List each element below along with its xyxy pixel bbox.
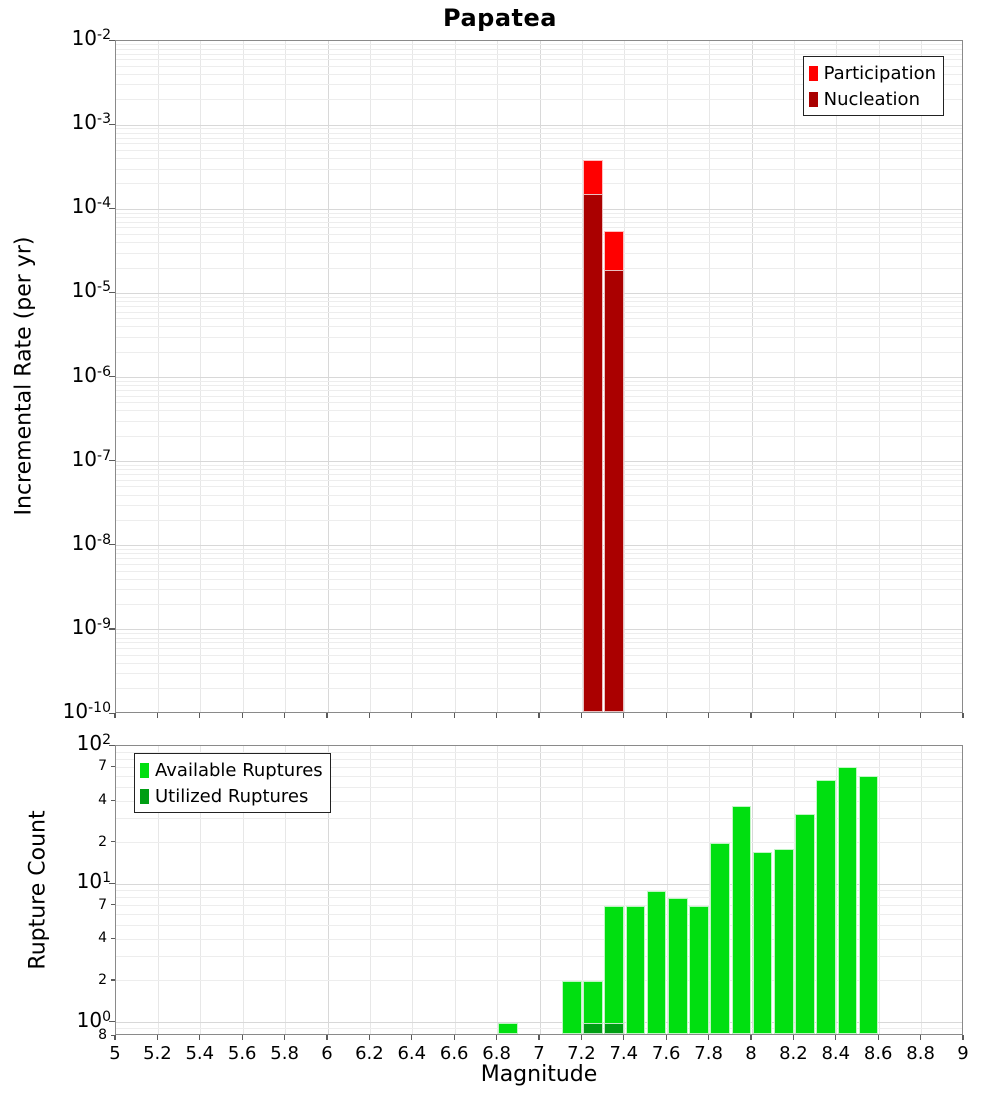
y-tick-label — [71, 446, 111, 471]
axis-tick — [920, 713, 921, 718]
axis-tick — [962, 1035, 963, 1040]
y-tick-exponent: -5 — [97, 279, 111, 296]
axis-tick — [242, 713, 243, 718]
x-tick-label: 6.2 — [355, 1043, 384, 1064]
gridline — [116, 465, 962, 466]
legend-item-participation — [809, 60, 936, 86]
axis-tick — [496, 1035, 497, 1040]
gridline — [116, 663, 962, 664]
axis-tick — [199, 713, 200, 718]
gridline — [116, 629, 962, 630]
bar-nucleation — [583, 194, 603, 712]
gridline — [116, 253, 962, 254]
incremental-rate-plot-area — [115, 40, 963, 713]
gridline — [116, 436, 962, 437]
gridline — [116, 234, 962, 235]
x-axis-title: Magnitude — [480, 1062, 598, 1087]
axis-tick — [114, 713, 115, 718]
bar-available-ruptures — [498, 1023, 518, 1035]
legend-label-available-ruptures: Available Ruptures — [155, 759, 323, 781]
gridline — [116, 169, 962, 170]
axis-tick — [369, 1035, 370, 1040]
y-tick-exponent: 0 — [102, 1008, 111, 1025]
axis-tick — [581, 1035, 582, 1040]
utilized-ruptures-swatch — [140, 789, 149, 804]
y-tick-exponent: -6 — [97, 363, 111, 380]
bar-available-ruptures — [604, 906, 624, 1035]
y-minor-tick-label: 8 — [98, 1027, 107, 1043]
gridline — [116, 213, 962, 214]
y-tick-exponent: -9 — [97, 615, 111, 632]
legend-item-utilized-ruptures — [140, 783, 323, 809]
x-tick-label: 7.8 — [694, 1043, 723, 1064]
y-tick-base: 10 — [76, 731, 103, 755]
axis-tick — [111, 904, 115, 905]
axis-tick — [326, 1035, 327, 1040]
bar-utilized-ruptures — [604, 1023, 624, 1035]
y-tick-label — [71, 194, 111, 219]
nucleation-swatch — [809, 92, 818, 107]
axis-tick — [114, 1035, 115, 1040]
y-tick-base: 10 — [71, 530, 98, 555]
gridline — [116, 381, 962, 382]
y-tick-label — [71, 362, 111, 387]
gridline — [116, 553, 962, 554]
gridline — [116, 326, 962, 327]
bar-available-ruptures — [562, 981, 582, 1035]
x-tick-label: 6.8 — [482, 1043, 511, 1064]
y-minor-tick-label: 7 — [98, 896, 107, 913]
gridline — [116, 377, 962, 378]
legend-item-available-ruptures — [140, 757, 323, 783]
bar-available-ruptures — [626, 906, 646, 1035]
gridline — [116, 352, 962, 353]
gridline — [116, 312, 962, 313]
axis-tick — [111, 800, 115, 801]
y-minor-tick-label: 4 — [98, 930, 107, 947]
gridline — [116, 505, 962, 506]
y-tick-base: 10 — [71, 26, 98, 50]
x-tick-label: 5.2 — [143, 1043, 172, 1064]
gridline — [116, 579, 962, 580]
gridline — [116, 410, 962, 411]
gridline — [116, 158, 962, 159]
x-tick-label: 6 — [321, 1043, 333, 1064]
gridline — [116, 390, 962, 391]
bar-available-ruptures — [816, 780, 836, 1035]
bar-available-ruptures — [753, 852, 773, 1034]
gridline — [116, 54, 962, 55]
axis-tick — [666, 1035, 667, 1040]
y-tick-exponent: -10 — [88, 700, 111, 716]
x-tick-label: 5.6 — [227, 1043, 257, 1064]
axis-tick — [157, 713, 158, 718]
y-tick-label — [63, 701, 111, 721]
gridline — [116, 217, 962, 218]
x-tick-label: 8.2 — [779, 1043, 808, 1064]
axis-tick — [454, 1035, 455, 1040]
gridline — [116, 44, 962, 45]
y-tick-label — [71, 278, 111, 303]
axis-tick — [369, 713, 370, 718]
gridline — [116, 673, 962, 674]
axis-tick — [284, 713, 285, 718]
bar-available-ruptures — [732, 806, 752, 1035]
gridline — [116, 421, 962, 422]
x-tick-label: 7.6 — [651, 1043, 681, 1064]
axis-tick — [623, 713, 624, 718]
legend-label-participation: Participation — [823, 62, 936, 84]
y-tick-exponent: -4 — [97, 195, 111, 212]
y-tick-exponent: 1 — [102, 870, 111, 887]
x-tick-label: 9 — [957, 1043, 969, 1064]
chart-title: Papatea — [443, 4, 557, 32]
gridline — [116, 486, 962, 487]
y-tick-base: 10 — [71, 446, 98, 471]
axis-tick — [454, 713, 455, 718]
axis-tick — [666, 713, 667, 718]
axis-tick — [411, 713, 412, 718]
axis-tick — [962, 713, 963, 718]
gridline — [116, 209, 962, 210]
axis-tick — [750, 713, 751, 718]
top-y-axis-title: Incremental Rate (per yr) — [11, 236, 37, 516]
y-minor-tick-label: 2 — [98, 833, 107, 850]
x-tick-label: 8 — [745, 1043, 757, 1064]
gridline — [116, 150, 962, 151]
x-tick-label: 8.8 — [906, 1043, 935, 1064]
axis-tick — [111, 766, 115, 767]
gridline — [116, 495, 962, 496]
gridline — [116, 469, 962, 470]
y-tick-base: 10 — [76, 869, 103, 894]
gridline — [116, 396, 962, 397]
bar-available-ruptures — [795, 814, 815, 1034]
gridline — [116, 385, 962, 386]
gridline — [116, 461, 962, 462]
gridline — [116, 125, 962, 126]
axis-tick — [793, 713, 794, 718]
y-tick-label — [72, 28, 111, 48]
gridline — [116, 549, 962, 550]
gridline — [116, 571, 962, 572]
gridline — [116, 545, 962, 546]
y-tick-exponent: -8 — [97, 531, 111, 548]
gridline — [116, 337, 962, 338]
axis-tick — [538, 1035, 539, 1040]
gridline — [116, 633, 962, 634]
gridline — [116, 306, 962, 307]
y-tick-exponent: -3 — [97, 111, 111, 128]
gridline — [116, 318, 962, 319]
bar-utilized-ruptures — [583, 1023, 603, 1035]
gridline — [116, 648, 962, 649]
rupture-count-plot-area — [115, 745, 963, 1035]
axis-tick — [411, 1035, 412, 1040]
axis-tick — [878, 1035, 879, 1040]
y-tick-base: 10 — [71, 614, 98, 639]
x-tick-label: 5.4 — [185, 1043, 215, 1064]
gridline — [116, 268, 962, 269]
x-tick-label: 6.4 — [397, 1043, 427, 1064]
axis-tick — [111, 979, 115, 980]
y-tick-base: 10 — [71, 194, 98, 219]
rupture-legend — [134, 753, 331, 813]
legend-item-nucleation — [809, 86, 936, 112]
gridline — [116, 227, 962, 228]
gridline — [116, 655, 962, 656]
bar-available-ruptures — [689, 906, 709, 1035]
gridline — [116, 49, 962, 50]
y-tick-base: 10 — [62, 699, 89, 723]
x-tick-label: 6.6 — [439, 1043, 469, 1064]
x-tick-label: 8.4 — [821, 1043, 851, 1064]
axis-tick — [111, 841, 115, 842]
y-tick-exponent: -2 — [97, 27, 111, 43]
y-tick-base: 10 — [71, 110, 98, 135]
gridline — [116, 293, 962, 294]
gridline — [116, 474, 962, 475]
bar-nucleation — [604, 270, 624, 713]
participation-swatch — [809, 66, 818, 81]
y-minor-tick-label: 7 — [98, 758, 107, 775]
gridline — [116, 183, 962, 184]
axis-tick — [878, 713, 879, 718]
rate-legend — [803, 56, 944, 116]
axis-tick — [157, 1035, 158, 1040]
axis-tick — [793, 1035, 794, 1040]
axis-tick — [835, 713, 836, 718]
gridline — [116, 128, 962, 129]
gridline — [116, 297, 962, 298]
gridline — [116, 642, 962, 643]
y-minor-tick-label: 2 — [98, 971, 107, 988]
gridline — [116, 589, 962, 590]
gridline — [116, 688, 962, 689]
axis-tick — [623, 1035, 624, 1040]
y-tick-exponent: 2 — [102, 732, 111, 748]
gridline — [116, 638, 962, 639]
legend-label-utilized-ruptures: Utilized Ruptures — [155, 785, 309, 807]
x-tick-label: 5.8 — [270, 1043, 299, 1064]
bar-available-ruptures — [774, 849, 794, 1035]
y-tick-label — [77, 733, 111, 753]
available-ruptures-swatch — [140, 763, 149, 778]
axis-tick — [835, 1035, 836, 1040]
axis-tick — [708, 1035, 709, 1040]
y-tick-label — [71, 614, 111, 639]
axis-tick — [199, 1035, 200, 1040]
bottom-y-axis-title: Rupture Count — [25, 810, 51, 970]
gridline — [116, 520, 962, 521]
axis-tick — [111, 938, 115, 939]
gridline — [116, 133, 962, 134]
bar-available-ruptures — [668, 898, 688, 1035]
axis-tick — [750, 1035, 751, 1040]
x-tick-label: 7.4 — [609, 1043, 639, 1064]
bar-available-ruptures — [838, 767, 858, 1034]
gridline — [116, 301, 962, 302]
y-tick-base: 10 — [76, 1007, 103, 1032]
axis-tick — [242, 1035, 243, 1040]
bar-available-ruptures — [859, 776, 879, 1035]
gridline — [116, 604, 962, 605]
axis-tick — [496, 713, 497, 718]
bar-available-ruptures — [647, 891, 667, 1035]
gridline — [116, 480, 962, 481]
x-tick-label: 7 — [533, 1043, 545, 1064]
axis-tick — [326, 713, 327, 718]
gridline — [116, 402, 962, 403]
y-tick-label — [71, 110, 111, 135]
y-tick-base: 10 — [71, 278, 98, 303]
y-tick-exponent: -7 — [97, 447, 111, 464]
gridline — [116, 558, 962, 559]
gridline — [116, 138, 962, 139]
y-minor-tick-label: 4 — [98, 792, 107, 809]
gridline — [116, 143, 962, 144]
y-tick-base: 10 — [71, 362, 98, 387]
x-tick-label: 5 — [109, 1043, 121, 1064]
axis-tick — [920, 1035, 921, 1040]
legend-label-nucleation: Nucleation — [823, 88, 920, 110]
gridline — [116, 242, 962, 243]
axis-tick — [284, 1035, 285, 1040]
y-tick-label — [76, 869, 111, 894]
axis-tick — [708, 713, 709, 718]
x-tick-label: 7.2 — [567, 1043, 596, 1064]
gridline — [116, 564, 962, 565]
y-tick-label — [71, 530, 111, 555]
bar-available-ruptures — [710, 843, 730, 1035]
axis-tick — [581, 713, 582, 718]
axis-tick — [538, 713, 539, 718]
x-tick-label: 8.6 — [863, 1043, 893, 1064]
gridline — [116, 222, 962, 223]
